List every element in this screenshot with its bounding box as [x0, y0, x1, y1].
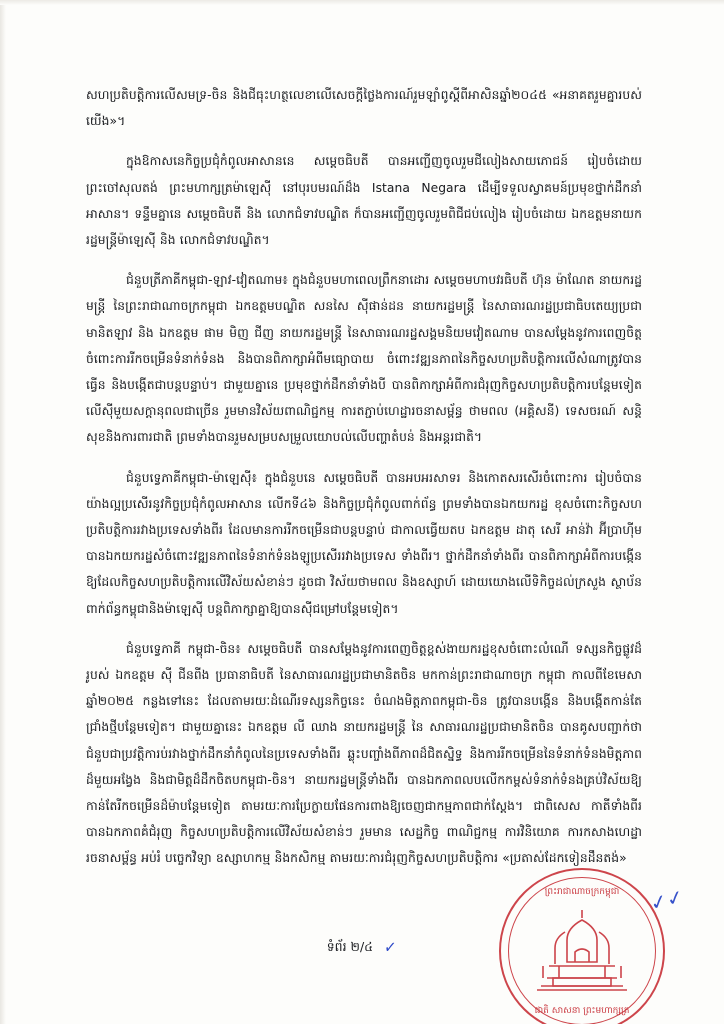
paragraph-5: ជំនួបទ្វេភាគី កម្ពុជា-ចិន៖ សម្តេចធិបតី បានសម្តែងនូវការពេញចិត្តខ្ពស់ងាយករដ្ឋខុសចំពោះលំណើ ទស្សនកិច្ចផ្លូវដ៏រូបស់ ឯកឧត្តម ស៊ី ជីនពីង ប្រធានាធិបតី នៃសាធារណរដ្ឋប្រជាមានិតចិន មកកាន់ព្រះរាជាណាចក្រ កម្ពុជា កាលពីខែមេសា ឆ្នាំ២០២៥ កន្លងទៅនេះ ដែលតាមរយៈដំណើរទស្សនកិច្ចនេះ ចំណងមិត្តភាពកម្ពុជា-ចិន ត្រូវបានបង្កើន និងបង្កើតកាន់តែជ្រាំងថ្មីបន្តែមទៀត។ ជាមួយគ្នានេះ ឯកឧត្តម លី ឈាង នាយករដ្ឋមន្ត្រី នៃ សាធារណរដ្ឋប្រជាមានិតចិន បានគូសបញ្ជាក់ថា ជំនួបជាប្រវត្តិការប់រវាងថ្នាក់ដឹកនាំកំពូលនៃប្រទេសទាំងពីរ ឆ្លុះបញ្ចាំងពីភាពដ៏ជិតស្និទ្ធ និងការរីកចម្រើននៃទំនាក់ទំនងមិត្តភាពដ៏មួយអង្វែង និងជាមិត្តដ៏ដឹកចិតបកម្ពុជា-ចិន។ នាយករដ្ឋមន្ត្រីទាំងពីរ បានឯកភាពលបលើកកម្ពស់ទំនាក់ទំនងគ្រប់វិស័យឱ្យកាន់តែរីកចម្រើនដ៏ម៉ាបន្តែមទៀត តាមរយៈការប្រែក្លាយផែនការពាងឱ្យចេញជាកម្មភាពជាក់ស្តែង។ ជាពិសេស កាតីទាំងពីរបានឯកភាពគំជំរុញ កិច្ចសហប្រតិបត្តិការលើវិស័យសំខាន់ៗ រួមមាន សេដ្ឋកិច្ច ពាណិជ្ជកម្ម ការវិនិយោគ ការកសាងហេដ្ឋារចនាសម្ព័ន្ធ អប់រំ បច្ចេកវិទ្យា ឧស្សាហកម្ម និងកសិកម្ម តាមរយៈការជំរុញកិច្ចសហប្រតិបត្តិការ «ប្រតាស់ដែកទៀនដឹនតង់» — [86, 641, 642, 866]
document-body — [86, 82, 642, 872]
paragraph-spacer — [86, 253, 642, 267]
paragraph-spacer — [86, 451, 642, 465]
seal-bottom-text: ជាតិ សាសនា ព្រះមហាក្សត្រ — [534, 1006, 630, 1016]
page-edge-shadow-left — [0, 0, 6, 1024]
checkmark-icon: ✓ — [383, 937, 398, 959]
paragraph-2: ក្នុងឱកាសនេកិច្ចប្រជុំកំពូលអាសាននេ សម្តេចធិបតី បានអញ្ជើញចូលរួមជីលៀងសាយភោជន៍ រៀបចំដោយ ព្រះចៅសុលតង់ ព្រះមហាក្សត្រម៉ាឡេស៊ី នៅបុរបមរណ៍ដ៏ង Istana Negara ដើម្បីទទួលស្វាគមន៍ប្រមុខថ្នាក់ដឹកនាំអាសាន។ ទន្ទឹមគ្នានេ សម្តេចធិបតី និង លោកជំទាវបណ្ឌិត ក៏បានអញ្ជើញចូលរួមពិជីជប់លៀង រៀបចំដោយ ឯកឧត្តមនាយករដ្ឋមន្ត្រីម៉ាឡេស៊ី និង លោកជំទាវបណ្ឌិត។ — [86, 154, 642, 248]
paragraph-spacer — [86, 134, 642, 148]
paragraph-4: ជំនួបទ្វេភាគីកម្ពុជា-ម៉ាឡេស៊ី៖ ក្នុងជំនួបនេ សម្តេចធិបតី បានអបអរសាទរ និងកោតសរសើរចំពោះការ រៀបចំបានយ៉ាងល្អប្រសើរនូវកិច្ចប្រជុំកំពូលអាសាន លើកទី៤៦ និងកិច្ចប្រជុំកំពូលពាក់ព័ន្ធ ព្រមទាំងបានឯកយករដ្ឋ ខុសចំពោះកិច្ចសហប្រតិបត្តិការរវាងប្រទេសទាំងពីរ ដែលមានការរីកចម្រើនជាបន្តបន្ទាប់ ជាកាលធ្វើយតប ឯកឧត្តម ដាតុ សេរី អាន់វ៉ា អ៊ីប្រាហ៊ីម បានឯកយករដ្ឋសំចំពោះវឌ្ឍនភាពនៃទំនាក់ទំនងឡូប្រសើររវាងប្រទេស ទាំងពីរ។ ថ្នាក់ដឹកនាំទាំងពីរ បានពិភាក្សាអំពីការបង្កើនឱ្យដែលកិច្ចសហប្រតិបត្តិការលើវិស័យសំខាន់ៗ ដូចជា វិស័យថាមពល និងឧស្សាហ៍ ដោយយោងលើទិកិច្ចដល់ក្រសួង ស្ថាប័នពាក់ព័ន្ធកម្ពុជានិងម៉ាឡេស៊ី បន្តពិភាក្សាគ្នាឱ្យបានស៊ីជម្រៅបន្តែមទៀត។ — [86, 470, 642, 616]
page-footer — [0, 938, 724, 958]
handwritten-signature-mark: ✓✓ — [647, 884, 686, 916]
paragraph-1: សហប្រតិបត្តិការលើសមទ្រ-ចិន និងជីធុះហត្ថលេខាលើសេចក្តីថ្លៃងការណ៍រួមឡាំពូស្តីពីអាសិនឆ្នាំ២០៤៥ «អនាគតរួមគ្នារបស់យើង»។ — [86, 88, 642, 129]
page-edge-shadow-top — [0, 0, 724, 5]
paragraph-spacer — [86, 622, 642, 636]
paragraph-3: ជំនួបត្រីភាគីកម្ពុជា-ឡាវ-វៀតណាម៖ ក្នុងជំនួបមហាពេលព្រឹកនាដោរ សម្តេចមហាបវរធិបតី ហ៊ុន ម៉ាណែត នាយករដ្ឋមន្ត្រី នៃព្រះរាជាណាចក្រកម្ពុជា ឯកឧត្តមបណ្ឌិត សនសៃ ស៊ីផាន់ដន នាយករដ្ឋមន្ត្រី នៃសាធារណរដ្ឋប្រជាធិបតេយ្យប្រជាមានិតឡាវ និង ឯកឧត្តម ផាម មិញ ជីញ នាយករដ្ឋមន្ត្រី នៃសាធារណរដ្ឋសង្គមនិយមវៀតណាម បានសម្តែងនូវការពេញចិត្តចំពោះការរីកចម្រើនទំនាក់ទំនង និងបានពិភាក្សាអំពីមធ្យោបាយ ចំពោះវឌ្ឍនភាពនៃកិច្ចសហប្រតិបត្តិការលើសំណាត្រូវបានធ្វើន និងបង្កើតជាបន្តបន្ទាប់។ ជាមួយគ្នានេ ប្រមុខថ្នាក់ដឹកនាំទាំងបី បានពិភាក្សាអំពីការជំរុញកិច្ចសហប្រតិបត្តិការបន្តែមទៀត លើស៊ីមួយសក្តានុពលជាច្រើន រួមមានវិស័យពាណិជ្ជកម្ម ការតភ្ជាប់ហេដ្ឋារចនាសម្ព័ន្ធ ថាមពល (អគ្គិសនី) ទេសចរណ៍ សន្តិសុខនិងការពារជាតិ ព្រមទាំងបានរួមសម្របសម្រួលយោបល់លើបញ្ហាតំបន់ និងអន្តរជាតិ។ — [86, 273, 642, 445]
seal-top-text: ព្រះរាជាណាចក្រកម្ពុជា — [544, 887, 620, 897]
page-number-label: ទំព័រ ២/៤ — [326, 939, 374, 954]
